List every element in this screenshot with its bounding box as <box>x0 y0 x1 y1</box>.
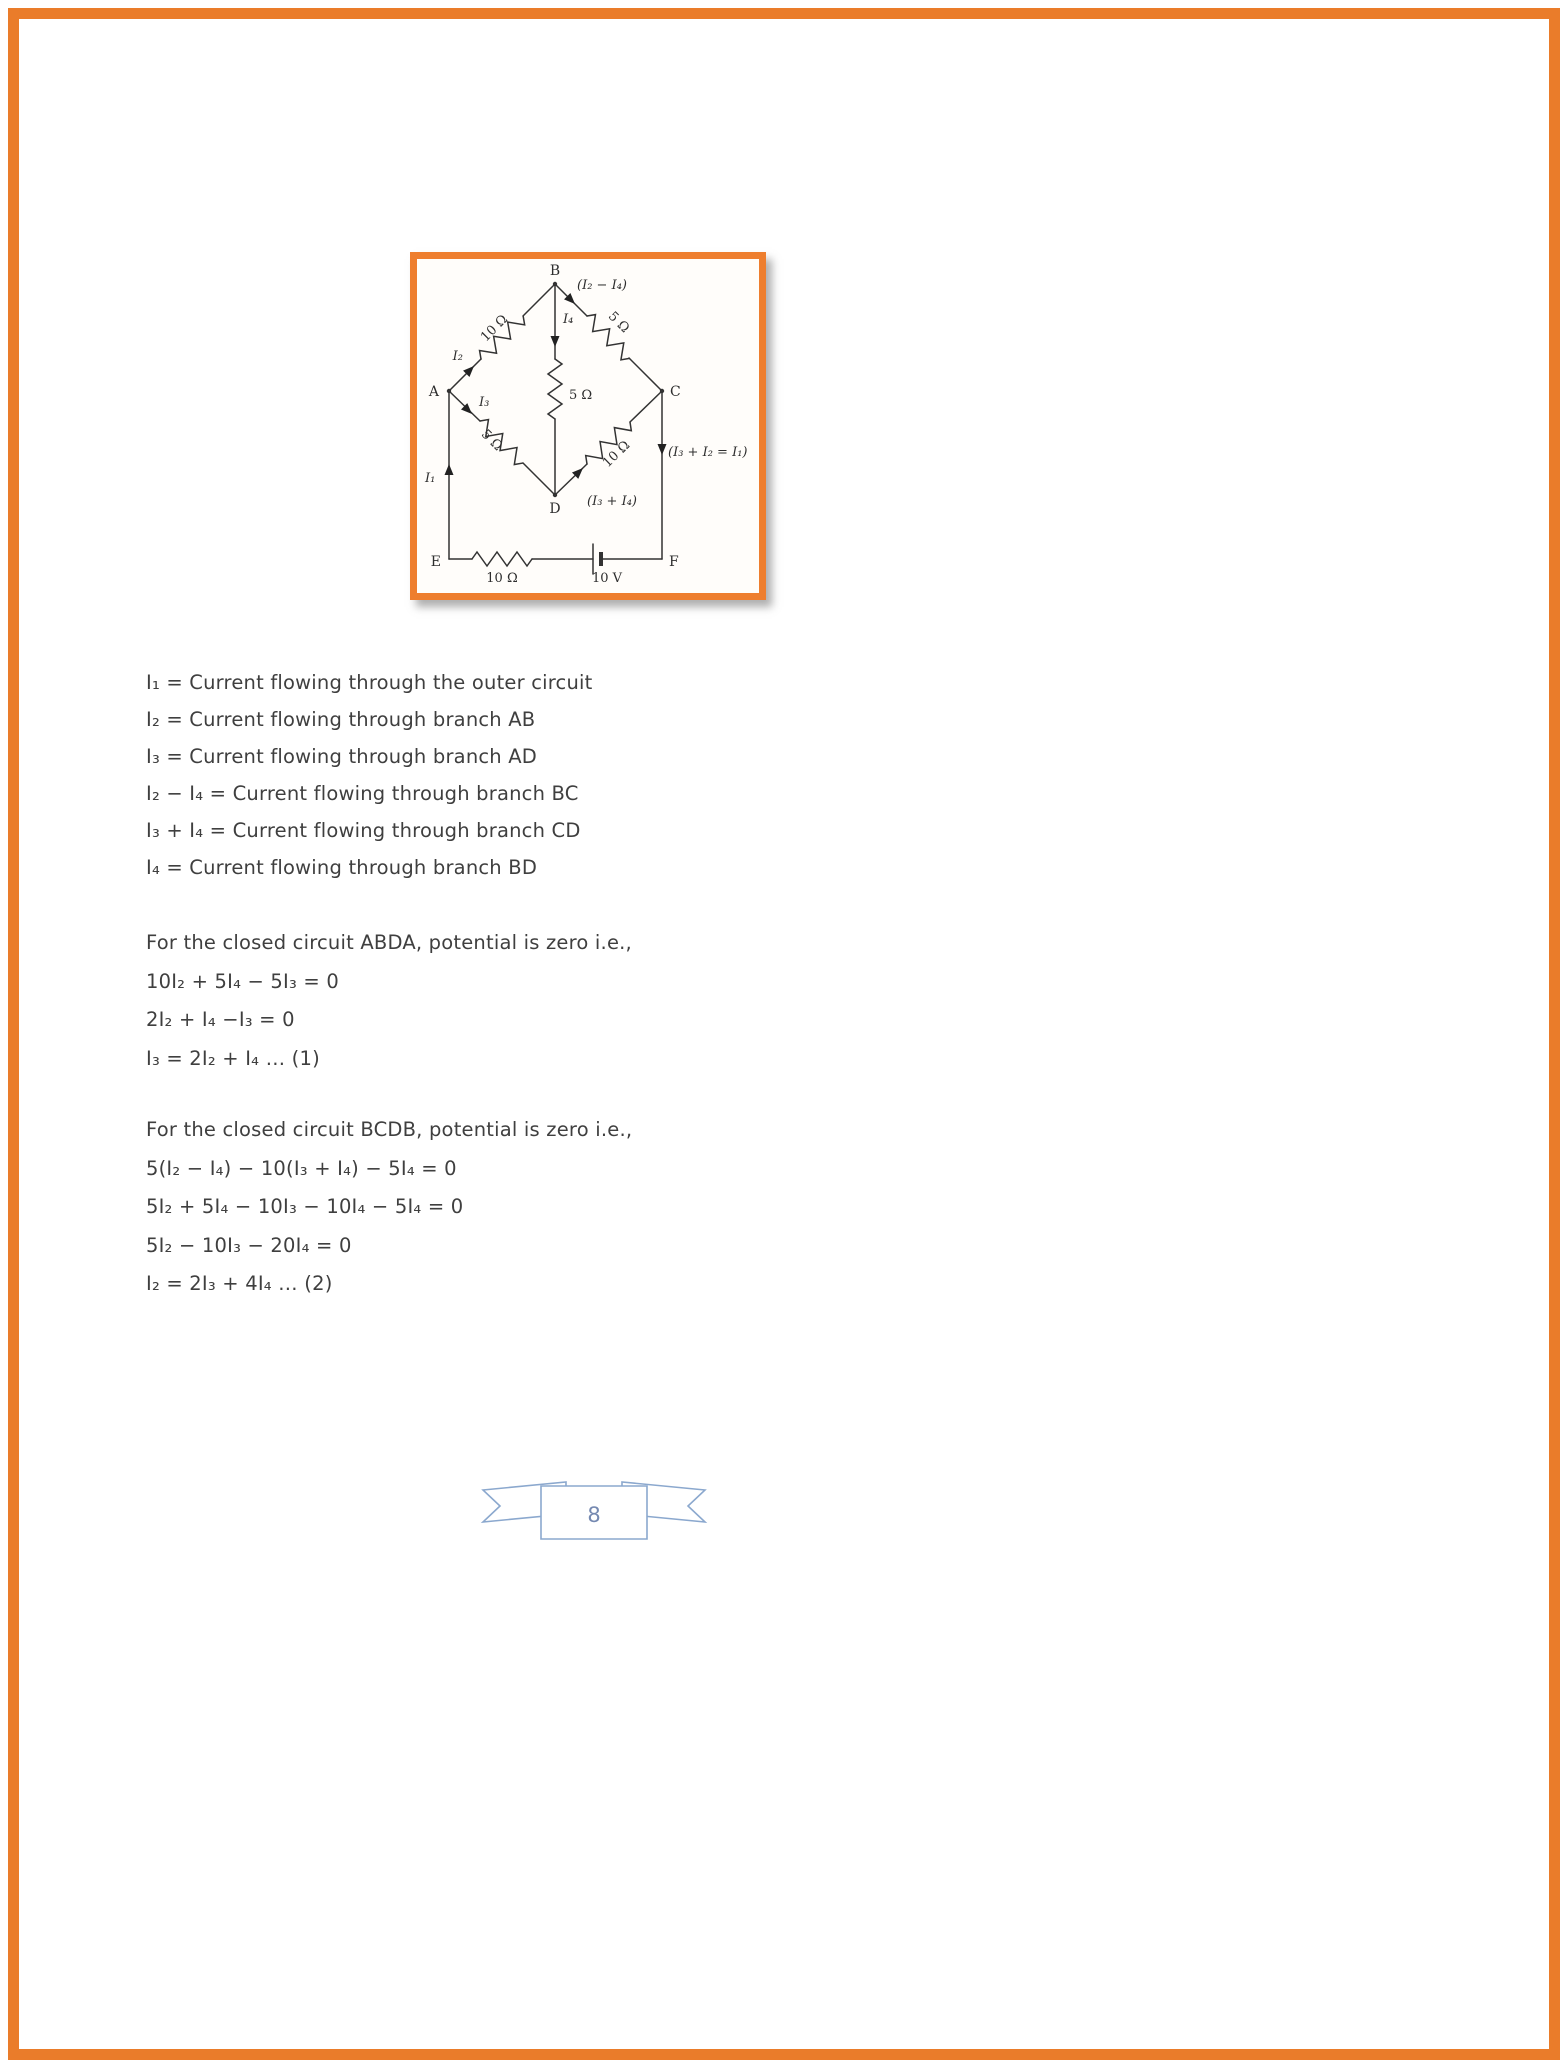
label-resistor-ab: 10 Ω <box>478 312 511 345</box>
circuit-figure <box>410 252 766 600</box>
definition-line: I₁ = Current flowing through the outer circuit <box>146 671 593 694</box>
resistor-ef <box>472 552 532 566</box>
node-a: A <box>428 384 439 400</box>
page-number-ribbon <box>478 1476 710 1544</box>
equation-line: 5I₂ − 10I₃ − 20I₄ = 0 <box>146 1233 352 1257</box>
definition-line: I₄ = Current flowing through branch BD <box>146 856 538 879</box>
diagram-labels <box>424 263 748 586</box>
wheatstone-bridge-diagram <box>417 259 759 593</box>
label-resistor-ad: 5 Ω <box>477 427 505 455</box>
equation-line: 10I₂ + 5I₄ − 5I₃ = 0 <box>146 969 339 993</box>
definition-line: I₂ = Current flowing through branch AB <box>146 708 536 731</box>
arrow-i4-icon <box>551 336 560 347</box>
label-resistor-bc: 5 Ω <box>604 309 632 337</box>
ribbon-banner-icon <box>478 1476 710 1544</box>
definition-line: I₃ = Current flowing through branch AD <box>146 745 538 768</box>
page-number: 8 <box>587 1503 601 1527</box>
equation-line: 2I₂ + I₄ −I₃ = 0 <box>146 1008 295 1031</box>
label-resistor-ef: 10 Ω <box>486 571 518 586</box>
label-current-i2: I₂ <box>452 349 463 364</box>
node-e: E <box>430 554 441 570</box>
equation-line: 5(I₂ − I₄) − 10(I₃ + I₄) − 5I₄ = 0 <box>146 1156 457 1180</box>
abda-intro: For the closed circuit ABDA, potential is zero i.e., <box>146 931 632 954</box>
battery-icon <box>593 544 601 574</box>
label-resistor-bd: 5 Ω <box>569 388 593 403</box>
node-f: F <box>669 554 679 570</box>
equation-line: I₂ = 2I₃ + 4I₄ … (2) <box>146 1272 333 1295</box>
definition-line: I₂ − I₄ = Current flowing through branch BC <box>146 782 579 805</box>
bcdb-section <box>146 1111 632 1304</box>
label-current-i4: I₄ <box>563 312 574 327</box>
label-current-cd: (I₃ + I₄) <box>587 494 637 509</box>
current-definitions <box>146 664 593 886</box>
node-b: B <box>549 263 561 279</box>
label-resistor-dc: 10 Ω <box>600 438 634 471</box>
label-battery: 10 V <box>591 571 623 586</box>
arrow-i1-right-icon <box>658 444 667 455</box>
abda-section <box>146 924 632 1078</box>
arrow-i1-left-icon <box>445 464 454 475</box>
definition-line: I₃ + I₄ = Current flowing through branch CD <box>146 819 581 842</box>
node-c: C <box>670 384 681 400</box>
label-current-i1: I₁ <box>425 471 436 486</box>
equation-line: I₃ = 2I₂ + I₄ … (1) <box>146 1046 320 1070</box>
label-current-bc: (I₂ − I₄) <box>577 278 627 293</box>
bcdb-intro: For the closed circuit BCDB, potential is zero i.e., <box>146 1118 633 1141</box>
label-current-cf: (I₃ + I₂ = I₁) <box>668 445 748 460</box>
resistor-bd <box>548 359 562 419</box>
equation-line: 5I₂ + 5I₄ − 10I₃ − 10I₄ − 5I₄ = 0 <box>146 1195 464 1218</box>
label-current-i3: I₃ <box>479 395 490 410</box>
node-d: D <box>549 501 561 517</box>
